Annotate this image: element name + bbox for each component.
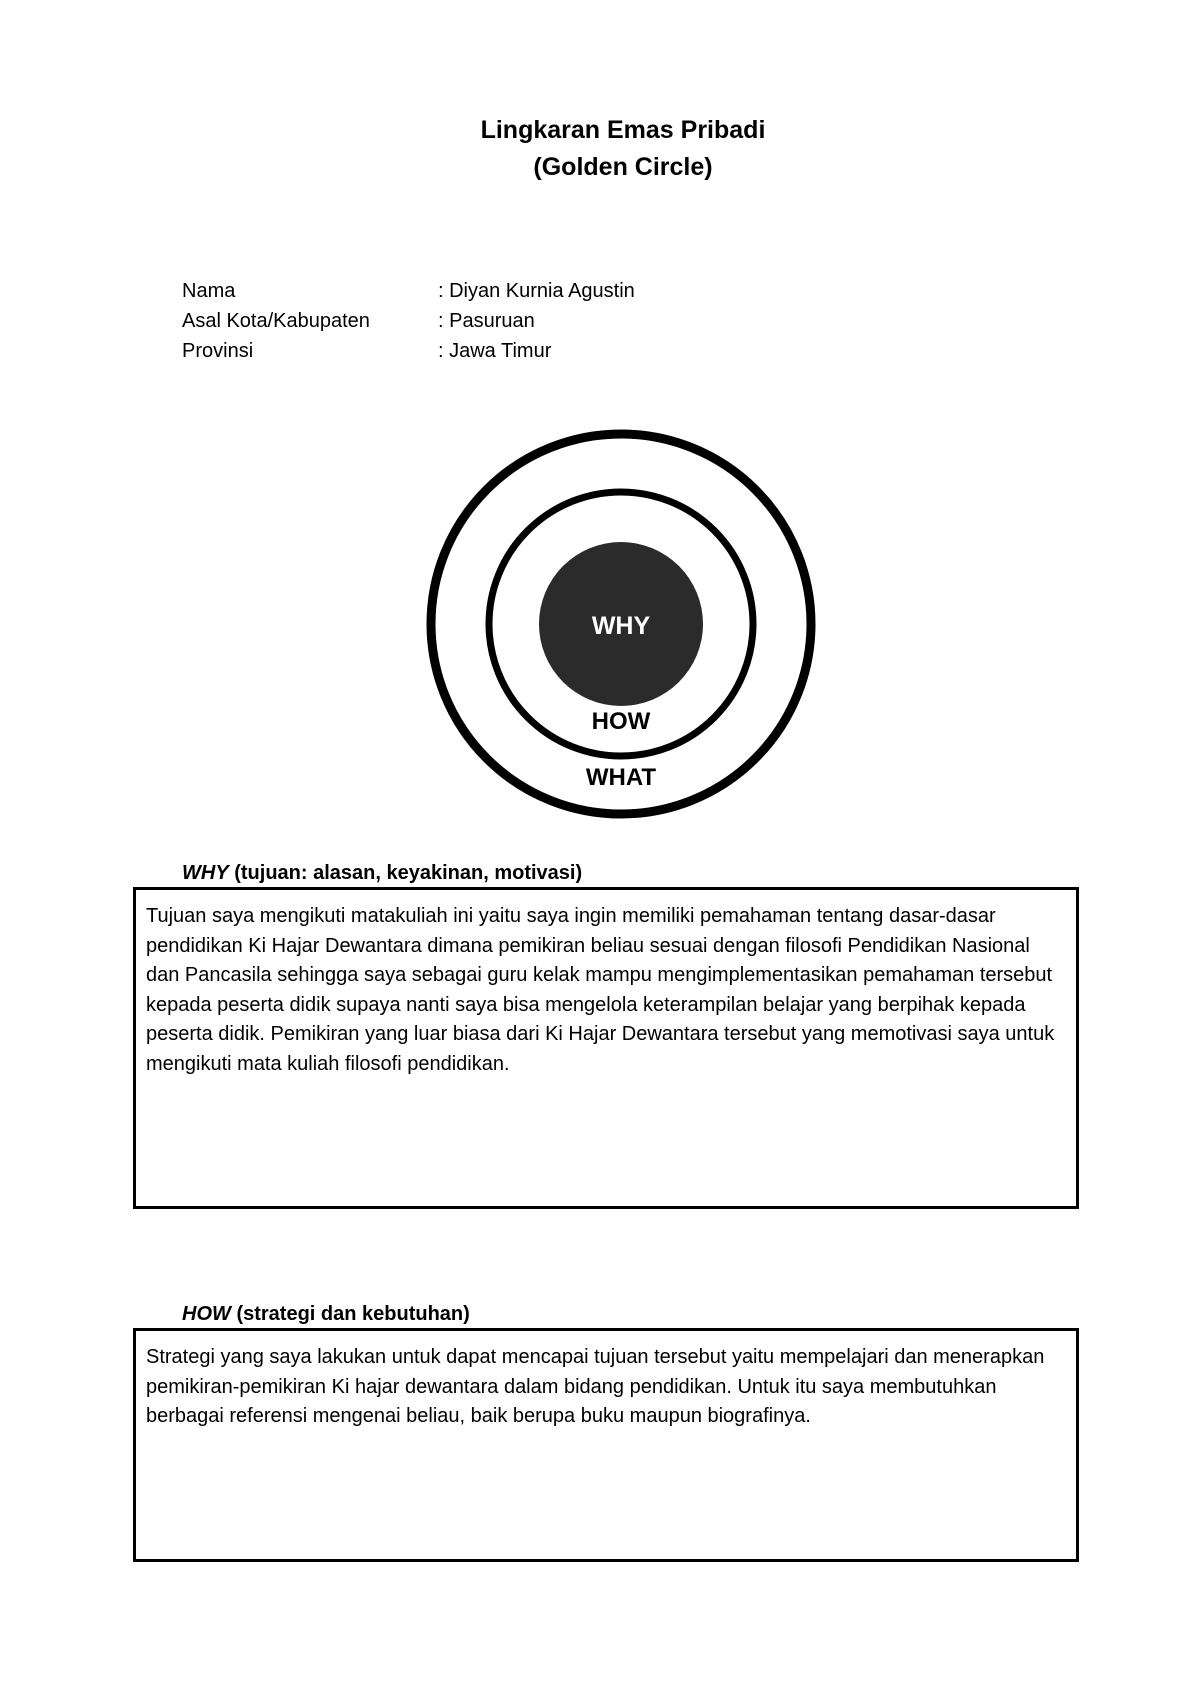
why-label: WHY xyxy=(591,612,651,640)
why-heading-rest: (tujuan: alasan, keyakinan, motivasi) xyxy=(228,862,583,884)
how-heading-rest: (strategi dan kebutuhan) xyxy=(230,1303,470,1325)
how-heading-keyword: HOW xyxy=(182,1303,231,1325)
how-answer-box xyxy=(133,1328,1079,1562)
identity-info xyxy=(182,276,635,366)
why-heading-keyword: WHY xyxy=(182,862,229,884)
info-label: Asal Kota/Kabupaten xyxy=(182,310,370,332)
document-title xyxy=(0,112,1200,186)
info-label: Provinsi xyxy=(182,340,254,362)
info-value: : Diyan Kurnia Agustin xyxy=(438,280,635,302)
info-row-nama xyxy=(182,276,635,306)
why-section-heading xyxy=(182,860,582,886)
title-line-2: (Golden Circle) xyxy=(533,153,713,181)
info-row-provinsi xyxy=(182,336,635,366)
how-section-heading xyxy=(182,1301,470,1327)
info-value: : Jawa Timur xyxy=(438,340,552,362)
how-answer-text: Strategi yang saya lakukan untuk dapat mencapai tujuan tersebut yaitu mempelajari dan menerapkan pemikiran-pemikiran Ki hajar dewantara dalam bidang pendidikan. Untuk itu saya membutuhkan berbagai referensi mengenai beliau, baik berupa buku maupun biografinya. xyxy=(146,1346,1045,1427)
info-value: : Pasuruan xyxy=(438,310,535,332)
golden-circle-svg xyxy=(425,428,817,820)
how-label: HOW xyxy=(591,708,651,735)
title-line-1: Lingkaran Emas Pribadi xyxy=(480,116,766,144)
golden-circle-diagram xyxy=(425,428,817,820)
what-label: WHAT xyxy=(585,764,657,791)
why-answer-box xyxy=(133,887,1079,1209)
why-answer-text: Tujuan saya mengikuti matakuliah ini yaitu saya ingin memiliki pemahaman tentang dasar-dasar pendidikan Ki Hajar Dewantara dimana pemikiran beliau sesuai dengan filosofi Pendidikan Nasional dan Pancasila sehingga saya sebagai guru kelak mampu mengimplementasikan pemahaman tersebut kepada peserta didik supaya nanti saya bisa mengelola keterampilan belajar yang berpihak kepada peserta didik. Pemikiran yang luar biasa dari Ki Hajar Dewantara tersebut yang memotivasi saya untuk mengikuti mata kuliah filosofi pendidikan. xyxy=(146,905,1055,1075)
info-label: Nama xyxy=(182,280,236,302)
info-row-asal xyxy=(182,306,635,336)
